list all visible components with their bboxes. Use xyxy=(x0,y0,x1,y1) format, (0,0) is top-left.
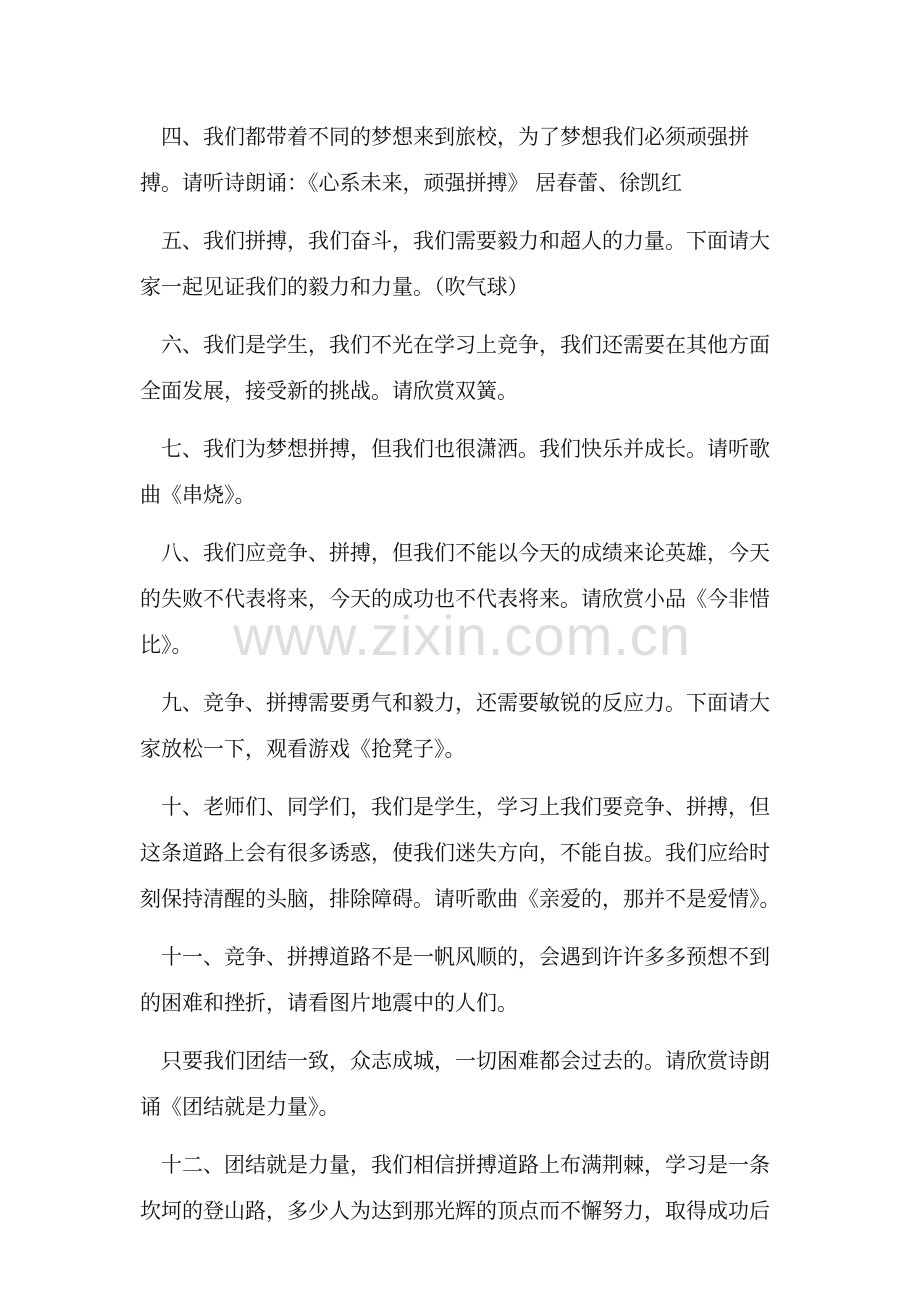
paragraph-6: 六、我们是学生，我们不光在学习上竞争，我们还需要在其他方面全面发展，接受新的挑战。请欣赏双簧。 xyxy=(140,333,770,403)
paragraph-8: 八、我们应竞争、拼搏，但我们不能以今天的成绩来论英雄，今天的失败不代表将来，今天的成功也不代表将来。请欣赏小品《今非惜比》。 xyxy=(140,541,770,657)
paragraph-4: 四、我们都带着不同的梦想来到旅校，为了梦想我们必须顽强拼搏。请听诗朗诵：《心系未来，顽强拼搏》 居春蕾、徐凯红 xyxy=(140,125,749,195)
paragraph-9: 九、竞争、拼搏需要勇气和毅力，还需要敏锐的反应力。下面请大家放松一下，观看游戏《抢凳子》。 xyxy=(140,691,770,761)
document-body xyxy=(140,114,790,1246)
paragraph-10: 十、老师们、同学们，我们是学生，学习上我们要竞争、拼搏，但这条道路上会有很多诱惑，使我们迷失方向，不能自拔。我们应给时刻保持清醒的头脑，排除障碍。请听歌曲《亲爱的，那并不是爱情》。 xyxy=(140,795,781,911)
paragraph-11: 十一、竞争、拼搏道路不是一帆风顺的，会遇到许许多多预想不到的困难和挫折，请看图片地震中的人们。 xyxy=(140,945,770,1015)
watermark: www.zixin.com.cn xyxy=(233,604,691,667)
paragraph-unity: 只要我们团结一致，众志成城，一切困难都会过去的。请欣赏诗朗诵《团结就是力量》。 xyxy=(140,1049,770,1119)
paragraph-5: 五、我们拼搏，我们奋斗，我们需要毅力和超人的力量。下面请大家一起见证我们的毅力和力量。（吹气球） xyxy=(140,229,770,299)
paragraph-7: 七、我们为梦想拼搏，但我们也很潇洒。我们快乐并成长。请听歌曲《串烧》。 xyxy=(140,437,770,507)
paragraph-12: 十二、团结就是力量，我们相信拼搏道路上布满荆棘，学习是一条坎坷的登山路，多少人为达到那光辉的顶点而不懈努力，取得成功后 xyxy=(140,1153,770,1223)
